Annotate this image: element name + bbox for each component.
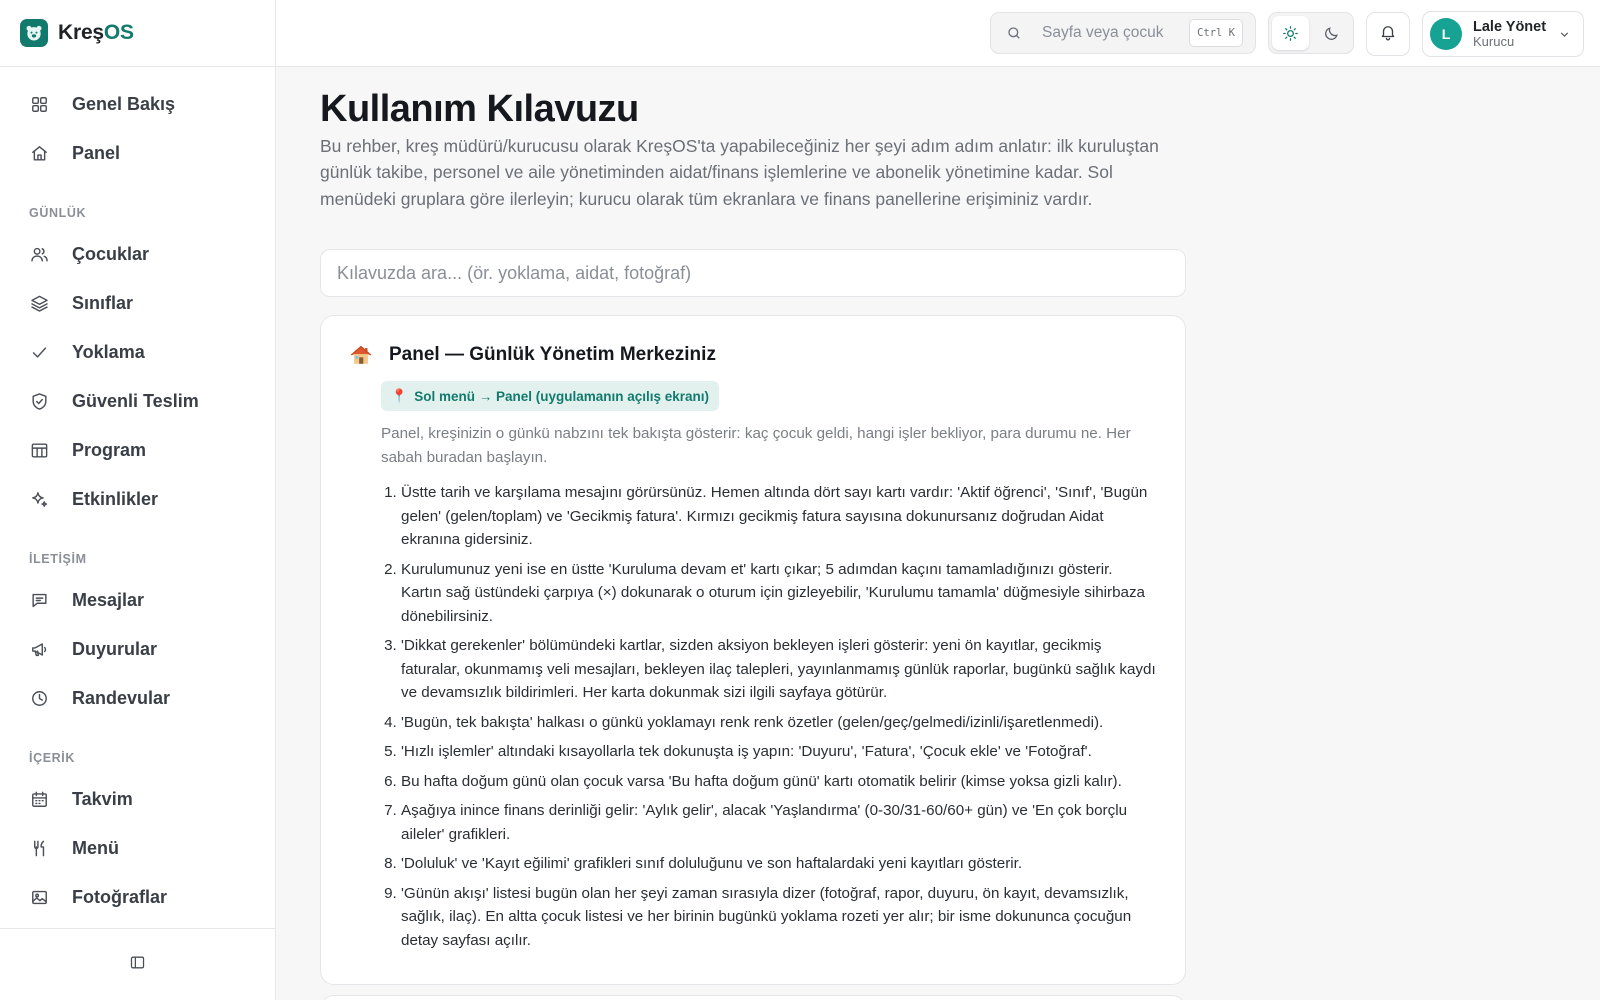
sidebar-footer [0,928,275,1000]
moon-icon [1323,25,1340,42]
sidebar-item-label: Randevular [72,688,171,708]
sidebar-group-title: İÇERİK [29,751,75,765]
step-item: 1. Üstte tarih ve karşılama mesajını görürsünüz. Hemen altında dört sayı kartı vardır: 'Aktif öğrenci', 'Sınıf', 'Bugün gelen' (gelen/toplam) ve 'Gecikmiş fatura'. Kırmızı gecikmiş fatura sayısına dokunursanız doğrudan Aidat ekranına gidersiniz. [401,481,1157,552]
sidebar-nav [0,67,275,922]
sidebar-item-cocuklar[interactable] [0,230,275,279]
sidebar-item-label: Mesajlar [72,590,145,610]
search-input[interactable] [1042,24,1182,42]
user-role: Kurucu [1473,33,1515,49]
steps-list [381,481,1157,952]
shield-check-icon [30,392,49,411]
sidebar-item-fotograflar[interactable] [0,873,275,922]
sidebar-item-menu[interactable] [0,824,275,873]
topbar [276,0,1600,67]
card-body [349,368,1157,952]
calendar-icon [30,790,49,809]
search-shortcut-badge: Ctrl K [1189,19,1243,47]
utensils-icon [30,839,49,858]
brand-name-accent: OS [103,21,134,44]
brand[interactable] [0,0,275,67]
bear-face-icon [20,19,48,47]
sidebar-item-label: Takvim [72,789,133,809]
step-item: 8. 'Doluluk' ve 'Kayıt eğilimi' grafikleri sınıf doluluğunu ve son haftalardaki yeni kayıtları gösterir. [401,852,1157,876]
main-content [320,67,1190,1000]
bell-icon [1379,23,1397,46]
guide-search [320,249,1186,297]
sidebar-item-duyurular[interactable] [0,625,275,674]
card-title: Panel — Günlük Yönetim Merkeziniz [389,344,716,366]
user-name: Lale Yönet [1473,18,1547,35]
sidebar-item-label: Menü [72,838,119,858]
sidebar-item-label: Yoklama [72,342,145,362]
users-icon [30,245,49,264]
layers-icon [30,294,49,313]
step-item: 7. Aşağıya inince finans derinliği gelir: 'Aylık gelir', alacak 'Yaşlandırma' (0-30/31-60/60+ gün) ve 'En çok borçlu aileler' grafikleri. [401,799,1157,846]
grid-icon [30,95,49,114]
step-item: 4. 'Bugün, tek bakışta' halkası o günkü yoklamayı renk renk özetler (gelen/geç/gelmedi/izinli/işaretlenmedi). [401,711,1157,735]
search-icon [1006,25,1022,41]
navigation-path-badge [381,381,719,411]
chevron-down-icon [1558,28,1571,41]
sidebar-item-panel[interactable] [0,129,275,178]
megaphone-icon [30,640,49,659]
step-item: 9. 'Günün akışı' listesi bugün olan her şeyi zaman sırasıyla dizer (fotoğraf, rapor, duyuru, ön kayıt, devamsızlık, sağlık, ilaç). En altta çocuk listesi ve her birinin bugünkü yoklama rozeti yer alır; bir isme dokununca çocuğun detay sayfası açılır. [401,882,1157,953]
avatar: L [1430,18,1462,50]
user-info [1473,19,1546,50]
sidebar-item-siniflar[interactable] [0,279,275,328]
notifications-button[interactable] [1366,12,1410,56]
message-icon [30,591,49,610]
sidebar-item-label: Program [72,440,147,460]
sidebar-group-title: GÜNLÜK [29,206,87,220]
sidebar-item-label: Çocuklar [72,244,150,264]
home-icon [30,144,49,163]
sidebar-item-guvenli-teslim[interactable] [0,377,275,426]
sidebar-item-label: Panel [72,143,121,163]
page-intro: Bu rehber, kreş müdürü/kurucusu olarak KreşOS'ta yapabileceğiniz her şeyi adım adım anlatır: ilk kuruluştan günlük takibe, personel ve aile yönetiminden aidat/finans işlemlerine ve abonelik yönetimine kadar. Sol menüdeki gruplara göre ilerleyin; kurucu olarak tüm ekranlara ve finans panellerine erişiminiz vardır. [320,135,1159,209]
sidebar-item-program[interactable] [0,426,275,475]
sidebar-item-genel-bakis[interactable] [0,80,275,129]
check-icon [30,343,49,362]
navigation-path-text: Sol menü → Panel (uygulamanın açılış ekranı) [414,388,710,404]
step-item: 3. 'Dikkat gerekenler' bölümündeki kartlar, sizden aksiyon bekleyen işleri gösterir: yeni ön kayıtlar, gecikmiş faturalar, okunmamış veli mesajları, bekleyen ilaç talepleri, yayınlanmamış günlük raporlar, bugünkü sağlık kaydı ve devamsızlık bildirimleri. Her karta dokunmak sizi ilgili sayfaya götürür. [401,634,1157,705]
step-item: 6. Bu hafta doğum günü olan çocuk varsa 'Bu hafta doğum günü' kartı otomatik belirir (kimse yoksa gizli kalır). [401,770,1157,794]
step-item: 5. 'Hızlı işlemler' altındaki kısayollarla tek dokunuşta iş yapın: 'Duyuru', 'Fatura', 'Çocuk ekle' ve 'Fotoğraf'. [401,740,1157,764]
step-item: 2. Kurulumunuz yeni ise en üstte 'Kuruluma devam et' kartı çıkar; 5 adımdan kaçını tamamladığınızı gösterir. Kartın sağ üstündeki çarpıya (×) dokunarak o oturum için gizleyebilir, 'Kurulumu tamamla' düğmesiyle sihirbaza dönebilirsiniz. [401,558,1157,629]
next-guide-section-card [320,995,1186,1000]
sidebar-item-label: Sınıflar [72,293,134,313]
brand-name-main: Kreş [58,21,104,44]
guide-search-input[interactable] [337,263,1157,284]
sidebar-toggle-icon[interactable] [129,954,146,976]
card-header [349,342,1157,368]
page-title: Kullanım Kılavuzu [320,88,639,130]
brand-name [58,21,134,45]
guide-section-card [320,315,1186,985]
theme-toggle [1268,12,1354,54]
image-icon [30,888,49,907]
card-description: Panel, kreşinizin o günkü nabzını tek bakışta gösterir: kaç çocuk geldi, hangi işler bekliyor, para durumu ne. Her sabah buradan başlayın. [381,425,1131,466]
dark-theme-button[interactable] [1313,16,1350,50]
sun-icon [1282,25,1299,42]
sidebar-item-label: Duyurular [72,639,158,659]
table-icon [30,441,49,460]
sidebar-item-mesajlar[interactable] [0,576,275,625]
sidebar [0,0,276,1000]
light-theme-button[interactable] [1272,16,1309,50]
sparkle-icon [30,490,49,509]
clock-icon [30,689,49,708]
sidebar-item-label: Fotoğraflar [72,887,168,907]
sidebar-item-randevular[interactable] [0,674,275,723]
house-emoji-icon [349,342,375,368]
sidebar-item-etkinlikler[interactable] [0,475,275,524]
sidebar-item-takvim[interactable] [0,775,275,824]
user-menu[interactable] [1422,11,1584,57]
sidebar-item-label: Güvenli Teslim [72,391,199,411]
sidebar-item-label: Genel Bakış [72,94,176,114]
global-search[interactable] [990,12,1256,54]
pin-icon: 📍 [391,388,408,404]
sidebar-item-yoklama[interactable] [0,328,275,377]
sidebar-group-title: İLETİŞİM [29,552,87,566]
sidebar-item-label: Etkinlikler [72,489,159,509]
